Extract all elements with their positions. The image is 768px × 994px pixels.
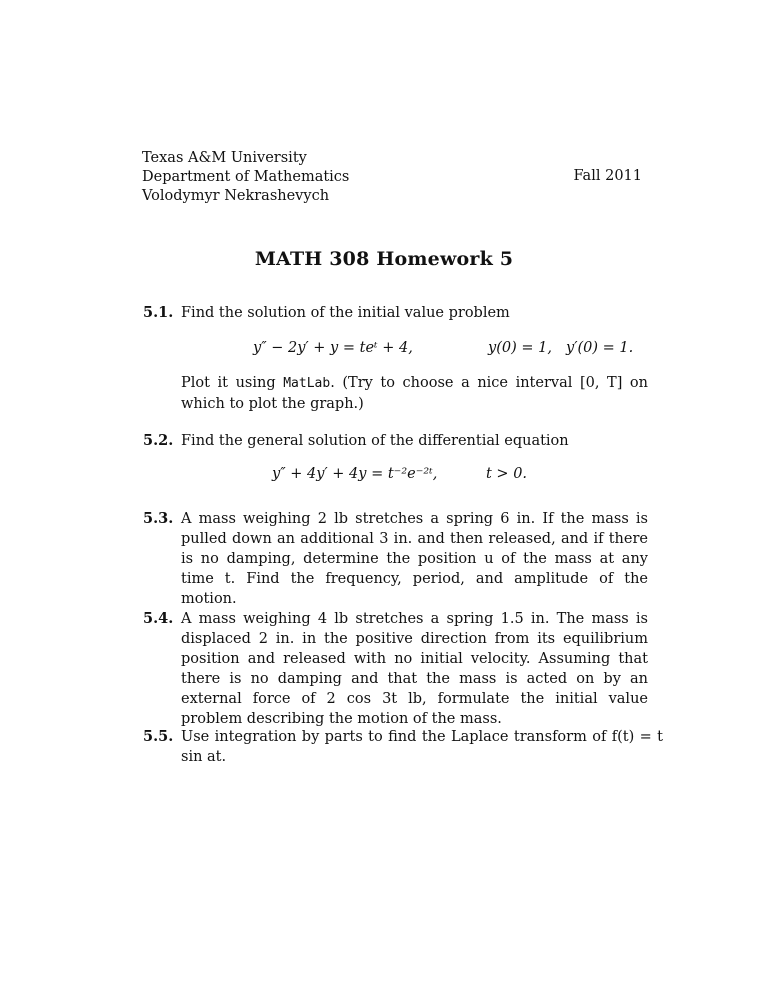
problem-text: A mass weighing 2 lb stretches a spring 6 in. If the mass is pulled down an additional 3 in. and then released, and if there is no damping, determine the position u of the mass at any time t. Find the frequency, period, and amplitude of the motion. (181, 511, 648, 607)
problem-5-2 (143, 431, 648, 451)
department-name: Department of Mathematics (142, 169, 350, 185)
problem-text: Find the solution of the initial value problem (181, 305, 510, 321)
equation: y″ − 2y′ + y = teᵗ + 4, (253, 340, 413, 356)
problem-number: 5.1. (143, 304, 174, 321)
initial-condition: y(0) = 1, (488, 340, 552, 356)
problem-5-1 (143, 303, 648, 323)
problem-5-4 (143, 609, 648, 729)
problem-number: 5.2. (143, 432, 174, 449)
equation: y″ + 4y′ + 4y = t⁻²e⁻²ᵗ, (272, 466, 438, 482)
header-block (142, 149, 349, 206)
problem-number: 5.5. (143, 728, 174, 745)
followup-text: Plot it using (181, 375, 284, 391)
domain-condition: t > 0. (486, 466, 528, 482)
university-name: Texas A&M University (142, 150, 307, 166)
page-title: MATH 308 Homework 5 (254, 248, 514, 270)
problem-5-3 (143, 509, 648, 609)
followup-text: . (Try to choose a nice interval [0, T] on which to plot the graph.) (181, 375, 649, 412)
problem-number: 5.4. (143, 610, 174, 627)
problem-5-5 (143, 727, 663, 767)
problem-5-1-followup (143, 373, 648, 414)
semester-label: Fall 2011 (573, 168, 642, 184)
problem-number: 5.3. (143, 510, 174, 527)
instructor-name: Volodymyr Nekrashevych (142, 188, 330, 204)
problem-text: Use integration by parts to find the Laplace transform of f(t) = t sin at. (181, 729, 663, 765)
problem-text: A mass weighing 4 lb stretches a spring 1.5 in. The mass is displaced 2 in. in the positive direction from its equilibrium position and released with no initial velocity. Assuming that there is no damping and that the mass is acted on by an external force of 2 cos 3t lb, formulate the initial value problem describing the motion of the mass. (181, 611, 648, 727)
initial-condition: y′(0) = 1. (566, 340, 634, 356)
code-term: MatLab (283, 376, 331, 391)
problem-text: Find the general solution of the differential equation (181, 433, 569, 449)
problem-text (181, 373, 648, 414)
